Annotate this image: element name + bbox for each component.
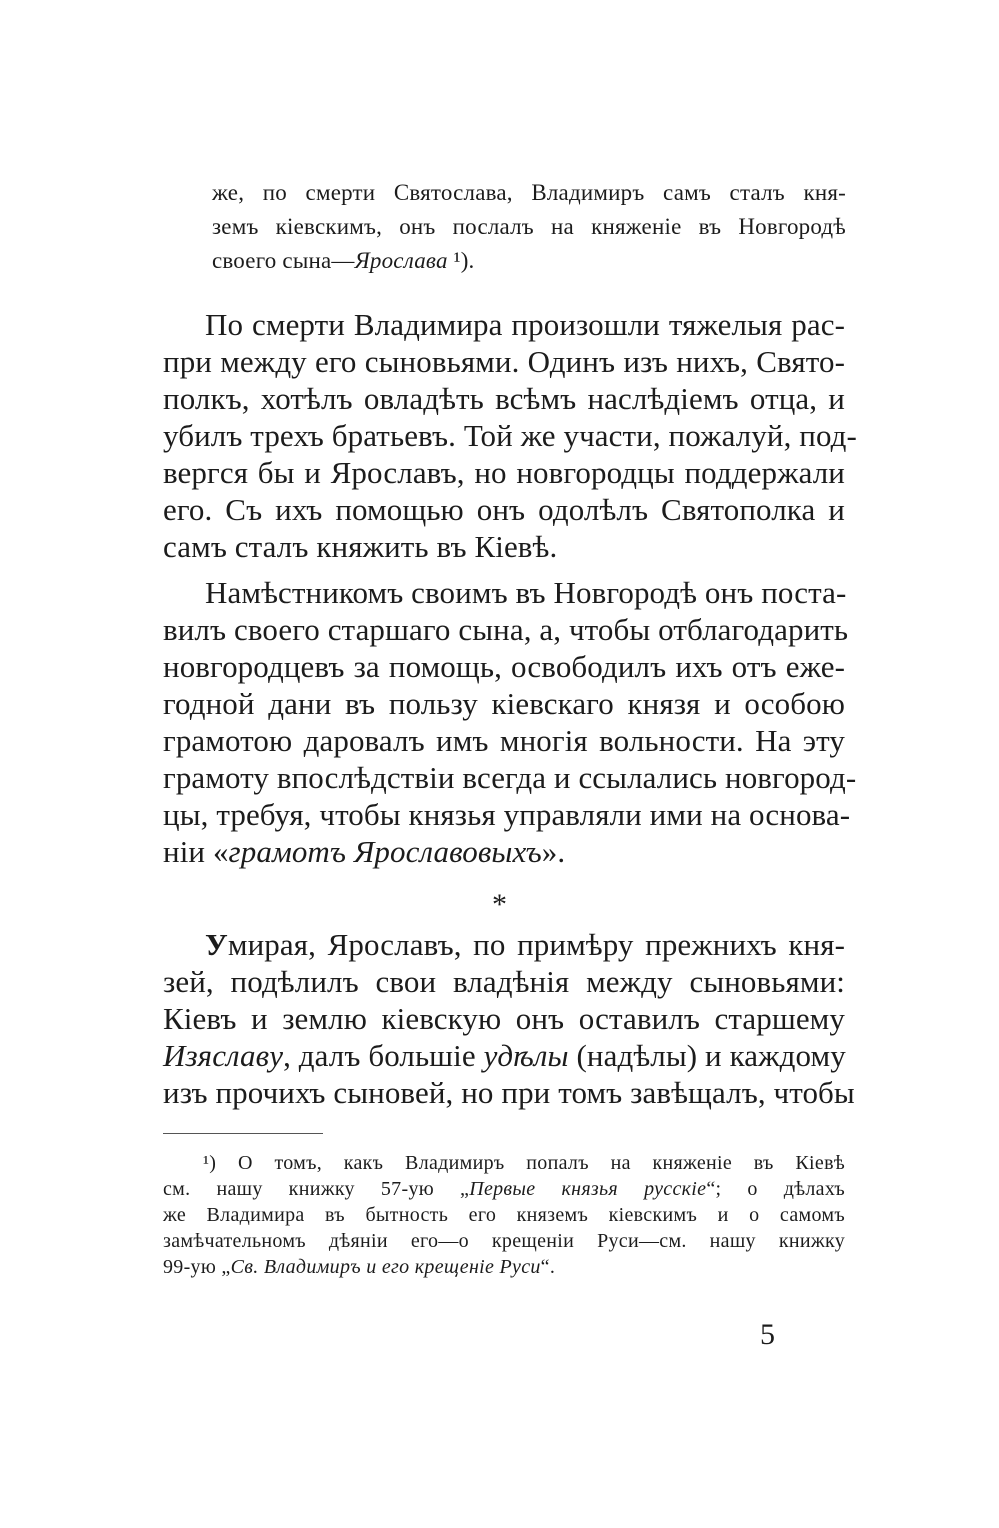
text-line: замѣчательномъ дѣяніи его—о крещеніи Руси—см. нашу книжку [163,1230,845,1252]
text-line: см. нашу книжку 57-ую „Первые князья русскіе“; о дѣлахъ [163,1178,845,1200]
text-line: самъ сталъ княжить въ Кіевѣ. [163,529,558,564]
paragraph-3 [163,926,855,1111]
footnote-rule [163,1133,323,1134]
text-line: земъ кіевскимъ, онъ послалъ на княженіе въ Новгородѣ [212,214,846,239]
text-line: же Владимира въ бытность его княземъ кіевскимъ и о самомъ [163,1204,845,1226]
text-line: при между его сыновьями. Одинъ изъ нихъ, Свято- [163,344,845,379]
text-line: ніи «грамотъ Ярославовыхъ». [163,834,566,869]
text-line: изъ прочихъ сыновей, но при томъ завѣщалъ, чтобы [163,1075,855,1110]
text-line: же, по смерти Святослава, Владимиръ самъ сталъ кня- [212,180,846,205]
text-line: его. Съ ихъ помощью онъ одолѣлъ Святополка и [163,492,845,527]
page-number: 5 [760,1318,775,1351]
paragraph-2 [163,574,857,870]
text-line: Кіевъ и землю кіевскую онъ оставилъ старшему [163,1001,845,1036]
text-line: По смерти Владимира произошли тяжелыя рас- [205,307,845,342]
text-line: полкъ, хотѣлъ овладѣть всѣмъ наслѣдіемъ отца, и [163,381,845,416]
italic-name: Ярослава [354,248,448,273]
text-line: ¹) О томъ, какъ Владимиръ попалъ на княженіе въ Кіевѣ [203,1152,845,1174]
text-line: вергся бы и Ярославъ, но новгородцы поддержали [163,455,845,490]
text-line: цы, требуя, чтобы князья управляли ими на основа- [163,797,851,832]
text-line: Умирая, Ярославъ, по примѣру прежнихъ кня- [205,927,845,962]
section-separator: * [492,888,507,921]
intro-paragraph [212,176,846,278]
text-line: Намѣстникомъ своимъ въ Новгородѣ онъ поста- [205,575,847,610]
text-line: годной дани въ пользу кіевскаго князя и особою [163,686,845,721]
text-line: новгородцевъ за помощь, освободилъ ихъ отъ еже- [163,649,845,684]
text-line: вилъ своего старшаго сына, а, чтобы отблагодарить [163,612,849,647]
text-line: грамоту впослѣдствіи всегда и ссылались новгород- [163,760,857,795]
text-line: грамотою даровалъ имъ многія вольности. На эту [163,723,845,758]
text-line: убилъ трехъ братьевъ. Той же участи, пожалуй, под- [163,418,857,453]
footnote [163,1150,845,1280]
paragraph-1 [163,306,857,565]
text-line: своего сына—Ярослава ¹). [212,248,475,273]
text-line: Изяславу, далъ большіе удѣлы (надѣлы) и каждому [163,1038,846,1073]
italic-title: грамотъ Ярославовыхъ [228,834,542,869]
drop-initial: У [205,927,228,962]
text-line: 99-ую „Св. Владимиръ и его крещеніе Руси“. [163,1256,556,1278]
text-line: зей, подѣлилъ свои владѣнія между сыновьями: [163,964,845,999]
